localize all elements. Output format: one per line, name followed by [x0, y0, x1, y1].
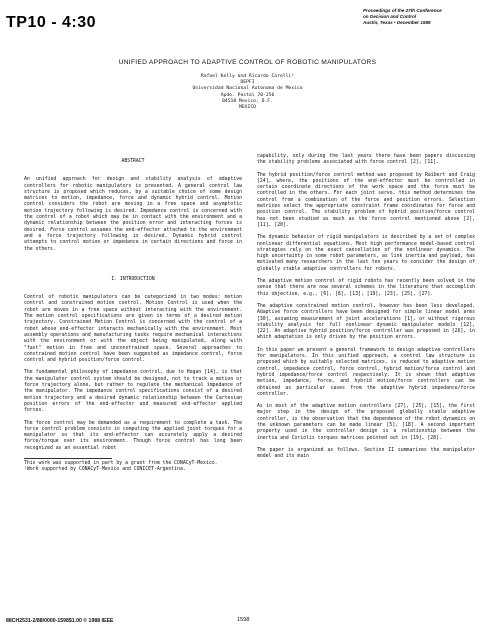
proceedings-line: Proceedings of the 27th Conference: [363, 8, 442, 13]
proceedings-line: on Decision and Control: [363, 14, 417, 19]
body-paragraph: The dynamic behavior of rigid manipulators is described by a set of complex nonlinear differential equations. Most high performance model-based control strategies rely on the exact cancellation of the nonlinear dynamics. The high uncertainty in some robot parameters, as link inertia and payload, has motivated many researchers in the last ten years to consider the design of globally stable adaptive controllers for robots.: [257, 235, 475, 272]
proceedings-line: Austin, Texas • December 1988: [363, 20, 431, 25]
affiliation-line: 04510 Mexico, D.F.: [222, 98, 273, 104]
affiliation-line: DEPFI: [240, 80, 255, 86]
right-column: [257, 154, 475, 466]
session-code: TP10 - 4:30: [6, 14, 96, 31]
author-names: Rafael Kelly and Ricardo Carelli¹: [200, 74, 295, 79]
left-column: [24, 159, 242, 474]
abstract-text: An unified approach for design and stability analysis of adaptive controllers for robotic manipulators is presented. A general control law structure is proposed which reduces, by a suitable choice of some design matrices to motion, impedance, force and dynamic hybrid control. Motion control considers the robot are moving in a free space and asymptotic motion trajectory following is desired. Impedance control is concerned with the control of a robot which may be in contact with the environment and a dynamic relationship between the position error and interacting forces is desired. Force control assumes the end-effector attached to the environment and a force trajectory following is desired. Dynamic hybrid control attempts to control motion or impedance in certain directions and force in the others.: [24, 177, 242, 252]
body-paragraph: The paper is organized as follows. Section II summarizes the manipulator model and its main: [257, 447, 475, 460]
intro-paragraph: The fundamental philosophy of impedance control, due to Hogan [14], is that the manipulator control system should be designed, not to track a motion or force trajectory alone, but rather to regulate the mechanical impedance of the manipulator. The impedance control specifications consist of a desired motion trajectory and a desired dynamic relationship between the Cartesian position errors of the end-effector and measured end-effector applied forces.: [24, 370, 242, 414]
body-paragraph: The adaptive constrained motion control, however has been less developed. Adaptive force controllers have been designed for simple linear model arms [30], assuming measurement of joint accelerations [1], or without rigorous stability analysis for full nonlinear dynamic manipulator models [12], [22]. An adaptive hybrid position/force controller was proposed in [26], in which adaptation is only driven by the position errors.: [257, 303, 475, 341]
paper-title: UNIFIED APPROACH TO ADAPTIVE CONTROL OF ROBOTIC MANIPULATORS: [118, 59, 377, 66]
affiliation-line: Apdo. Postal 70-256: [220, 92, 275, 98]
body-paragraph: As in most of the adaptive motion controllers [27], [25], [15], the first major step in the design of the proposed globally stable adaptive controller, is the observation that the dependence of the robot dynamics on the unknown parameters can be made linear [5], [18]. A second important property used in the controller design is a relationship between the inertia and Coriolis torques matrices pointed out in [19], [28].: [257, 404, 475, 441]
intro-paragraph: Control of robotic manipulators can be categorized in two modes: motion control and constrained motion control. Motion Control is used when the robot are moves in a free space without interacting with the environment. The motion control specifications are given in terms of a desired motion trajectory. Constrained Motion Control is concerned with the control of a robot whose end-effector interacts mechanically with the environment. Most assembly operations and manufacturing tasks require mechanical interactions with the environment or with the object being manipulated, along with "fast" motion in free and unconstrained space. Several approaches to constrained motion control have been suggested as impedance control, force control and hybrid position/force control.: [24, 295, 242, 364]
affiliation-line: Universidad Nacional Autonoma de Mexico: [192, 86, 303, 92]
footnote: ¹Work supported by CONACyT-Mexico and CONICET-Argentina.: [24, 467, 186, 473]
body-paragraph: capability, only during the last years there have been papers discussing the stability problems associated with force control [2], [11].: [257, 154, 475, 166]
body-paragraph: The adaptive motion control of rigid robots has recently been solved in the sense that there are now several schemes in the literature that accomplish this objective, e.g., [6], [8], [13], [19], [23], [25], [27].: [257, 279, 475, 297]
affiliation-line: MEXICO: [239, 105, 256, 111]
proceedings-info: [363, 8, 483, 26]
abstract-heading: ABSTRACT: [121, 159, 145, 164]
body-paragraph: In this paper we present a general framework to design adaptive controllers for manipulators. In this unified approach, a control law structure is proposed which by suitably selected matrices, is reduced to adaptive motion control, impedance control, force control, hybrid motion/force control and hybrid impedance/force control respectively. It is shown that adaptive motion, impedance, force, and hybrid motion/force controllers can be obtained as particular cases from the adaptive hybrid impedance/force controller.: [257, 347, 475, 397]
page-number: 1598: [237, 617, 250, 623]
copyright-notice: 88CH2531-2/88/0000-1598$1.00 © 1988 IEEE: [6, 618, 114, 624]
footnote: This work was supported in part by a grant from the CONACyT-Mexico.: [24, 460, 218, 466]
authors-block: [0, 74, 495, 111]
footnotes: [24, 461, 242, 474]
body-paragraph: The hybrid position/force control method was proposed by Raibert and Craig [24], where, the positions of the end-effector must be controlled in certain coordinate directions of the work space and the force must be controlled in the others. For each joint servo, this method determines the control from a combination of the force and position errors. Selection matrices select the appropriate constraint frame coordinates for force and position control. The stability problem of hybrid position/force control has not been studied as much as the force control mentioned above [2], [11], [20].: [257, 172, 475, 228]
footnote-divider: [24, 458, 112, 459]
introduction-heading: I. INTRODUCTION: [111, 276, 155, 282]
intro-paragraph: The force control may be demanded as a requirement to complete a task. The force control problem consists in computing the applied joint torques for a manipulator so that its end-effector can accurately apply a desired force/torque over its environment. Though force control has long been recognized as an essential robot: [24, 420, 242, 451]
